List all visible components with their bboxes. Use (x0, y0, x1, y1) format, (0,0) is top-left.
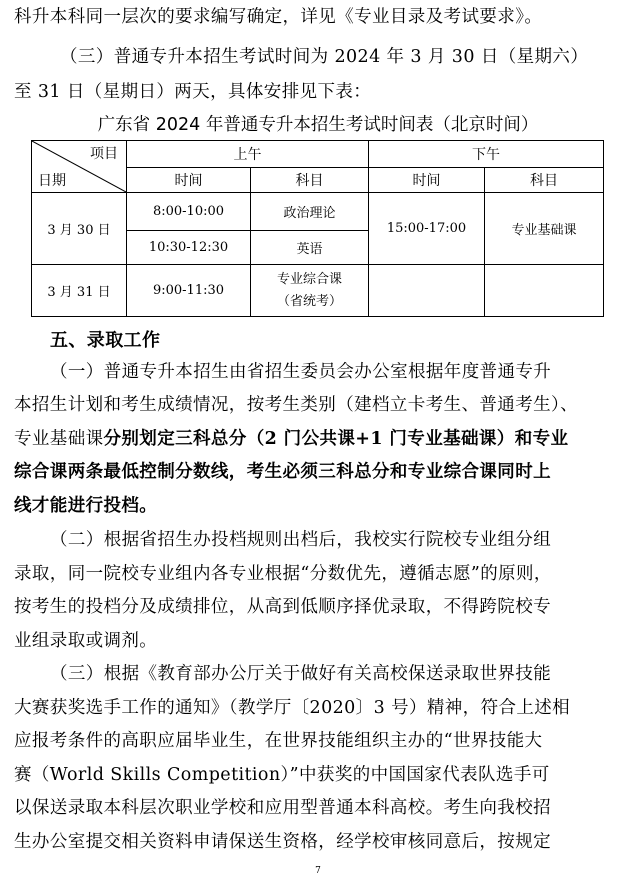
header-pm: 下午 (369, 141, 604, 168)
empty-cell (369, 265, 485, 317)
text-line (14, 524, 624, 556)
header-time: 时间 (369, 168, 485, 193)
text-span: （一）普通专升本招生由省招生委员会办公室根据年度普通专升 (50, 362, 552, 382)
date-cell: 3 月 31 日 (32, 265, 127, 317)
bold-span: 分别划定三科总分（2 门公共课+1 门专业基础课）和专业 (103, 429, 569, 449)
text-line: 至 31 日（星期日）两天，具体安排见下表： (14, 82, 372, 102)
corner-label-date: 日期 (38, 173, 66, 189)
subject-cell: 英语 (251, 231, 369, 265)
text-line: 应报考条件的高职应届毕业生，在世界技能组织主办的“世界技能大 (14, 731, 543, 751)
text-line (14, 41, 624, 73)
text-line: 按考生的投档分及成绩排位，从高到低顺序择优录取，不得跨院校专 (14, 597, 551, 617)
corner-label-item: 项目 (90, 146, 118, 162)
text-line: 本招生计划和考生成绩情况，按考生类别（建档立卡考生、普通考生）、 (14, 395, 579, 415)
text-line: 录取，同一院校专业组内各专业根据“分数优先，遵循志愿”的原则， (14, 564, 552, 584)
subject-line: （省统考） (276, 293, 342, 309)
time-cell: 9:00-11:30 (127, 265, 251, 317)
exam-schedule-table (31, 140, 604, 317)
text-line: 科升本科同一层次的要求编写确定，详见《专业目录及考试要求》。 (14, 7, 543, 27)
time-cell: 10:30-12:30 (127, 231, 251, 265)
text-line: 生办公室提交相关资料申请保送生资格，经学校审核同意后，按规定 (14, 832, 551, 852)
text-line (14, 658, 624, 690)
subject-cell: 专业基础课 (485, 193, 604, 265)
text-span: 五、录取工作 (50, 330, 161, 351)
time-cell: 8:00-10:00 (127, 193, 251, 231)
text-span: （三）根据《教育部办公厅关于做好有关高校保送录取世界技能 (50, 664, 552, 684)
table-corner-cell (32, 141, 127, 193)
section-heading (14, 325, 624, 357)
empty-cell (485, 265, 604, 317)
subject-cell: 政治理论 (251, 193, 369, 231)
text-line: 综合课两条最低控制分数线，考生必须三科总分和专业综合课同时上 (14, 462, 551, 482)
text-line: 线才能进行投档。 (14, 496, 158, 516)
header-subject: 科目 (485, 168, 604, 193)
header-time: 时间 (127, 168, 251, 193)
table-title: 广东省 2024 年普通专升本招生考试时间表（北京时间） (97, 115, 539, 135)
text-line: 赛（World Skills Competition）”中获奖的中国国家代表队选手可 (14, 765, 550, 785)
page-number: 7 (315, 866, 321, 876)
text-span: （三）普通专升本招生考试时间为 2024 年 3 月 30 日（星期六） (60, 47, 589, 67)
text-line (14, 356, 624, 388)
text-line (14, 423, 624, 455)
text-line: 业组录取或调剂。 (14, 631, 158, 651)
date-cell: 3 月 30 日 (32, 193, 127, 265)
header-am: 上午 (127, 141, 369, 168)
time-cell: 15:00-17:00 (369, 193, 485, 265)
text-span: 专业基础课 (14, 429, 104, 449)
text-line: 大赛获奖选手工作的通知》（教学厅〔2020〕3 号）精神，符合上述相 (14, 698, 571, 718)
subject-cell (251, 265, 369, 317)
header-subject: 科目 (251, 168, 369, 193)
text-span: （二）根据省招生办投档规则出档后，我校实行院校专业组分组 (50, 530, 552, 550)
subject-line: 专业综合课 (276, 271, 342, 287)
text-line: 以保送录取本科层次职业学校和应用型普通本科高校。考生向我校招 (14, 798, 551, 818)
